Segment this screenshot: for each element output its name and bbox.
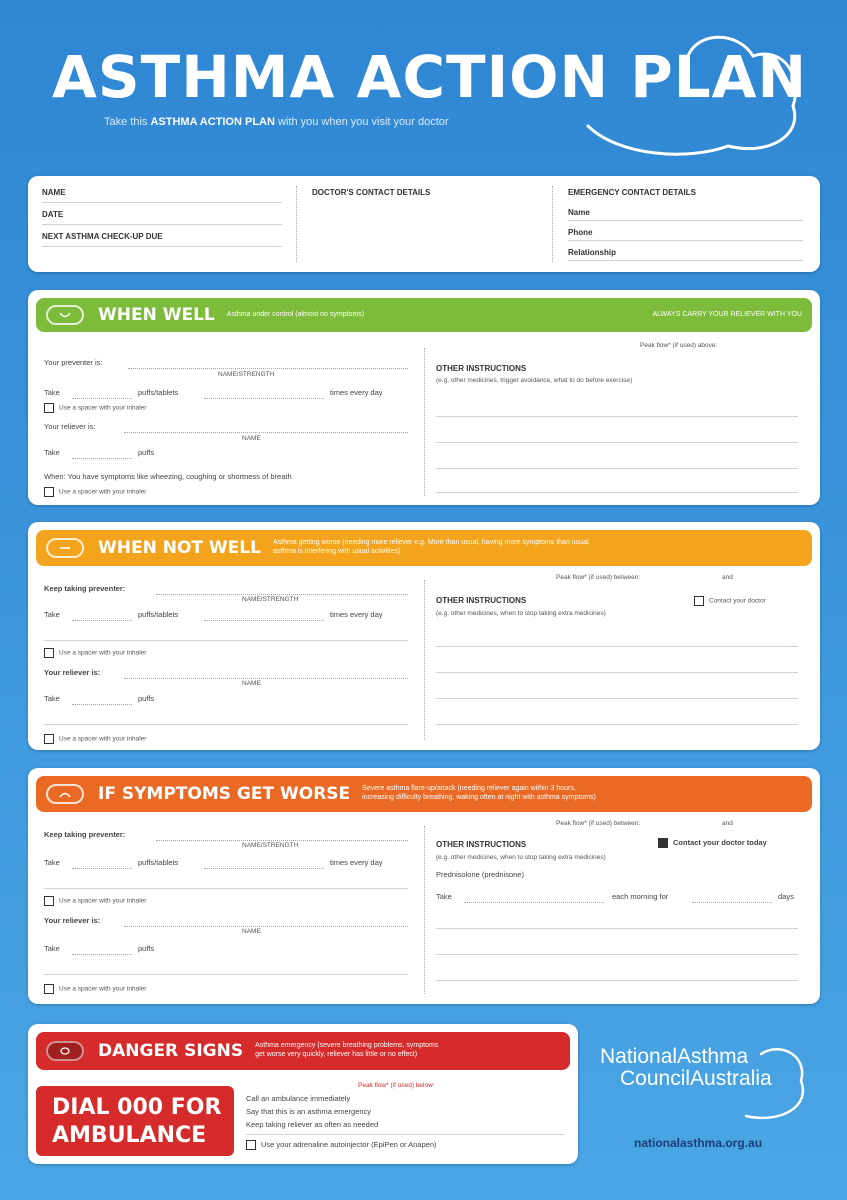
prednisolone-dose-field[interactable] (464, 902, 604, 903)
spacer-option[interactable]: Use a spacer with your inhaler (44, 403, 146, 413)
name-caption: NAME (242, 928, 261, 935)
instructions-line[interactable] (436, 928, 798, 929)
page-title: ASTHMA ACTION PLAN (52, 43, 808, 111)
other-instructions-hint: (e.g. other medicines, when to stop taking extra medicines) (436, 854, 606, 861)
instructions-line[interactable] (436, 724, 798, 725)
instructions-line[interactable] (436, 416, 798, 417)
emergency-contact-label: EMERGENCY CONTACT DETAILS (568, 188, 697, 197)
symptoms-worse-description: Severe asthma flare-up/attack (needing reliever again within 3 hours, increasing difficulty breathing, waking often at night with asthma symptoms) (362, 785, 596, 801)
reliever-label: Your reliever is: (44, 916, 101, 925)
reliever-take-field[interactable] (72, 458, 132, 459)
other-instructions-hint: (e.g. other medicines, when to stop taking extra medicines) (436, 610, 606, 617)
reliever-field[interactable] (124, 678, 408, 679)
adrenaline-option[interactable]: Use your adrenaline autoinjector (EpiPen or Anapen) (246, 1140, 437, 1150)
divider (424, 826, 425, 994)
reliever-take-field[interactable] (72, 954, 132, 955)
name-label: NAME (42, 188, 66, 197)
times-day-label: times every day (330, 610, 383, 619)
danger-step-1: Call an ambulance immediately (246, 1094, 351, 1103)
preventer-field[interactable] (156, 840, 408, 841)
instructions-line[interactable] (436, 468, 798, 469)
when-symptoms-text: When: You have symptoms like wheezing, coughing or shortness of breath (44, 472, 292, 481)
reliever-field[interactable] (124, 926, 408, 927)
doctor-contact-label: DOCTOR'S CONTACT DETAILS (312, 188, 431, 197)
puffs-label: puffs (138, 694, 155, 703)
times-day-label: times every day (330, 858, 383, 867)
emergency-phone-label: Phone (568, 228, 593, 237)
preventer-field[interactable] (128, 368, 408, 369)
smiley-icon (46, 305, 84, 325)
instructions-line[interactable] (436, 698, 798, 699)
alert-face-icon (46, 1041, 84, 1061)
name-field[interactable] (42, 202, 282, 203)
spacer-checkbox[interactable] (44, 648, 54, 658)
take-label: Take (44, 694, 60, 703)
next-review-label: NEXT ASTHMA CHECK-UP DUE (42, 232, 163, 241)
other-instructions-hint: (e.g. other medicines, trigger avoidance, what to do before exercise) (436, 377, 633, 384)
preventer-label: Your preventer is: (44, 358, 103, 367)
peak-flow-label: Peak flow* (if used) below: (358, 1082, 435, 1089)
spacer-option[interactable]: Use a spacer with your inhaler (44, 896, 146, 906)
spacer-checkbox[interactable] (44, 487, 54, 497)
days-label: days (778, 892, 794, 901)
other-instructions-label: OTHER INSTRUCTIONS (436, 840, 527, 849)
extra-line[interactable] (44, 640, 408, 641)
emergency-name-label: Name (568, 208, 590, 217)
spacer-option[interactable]: Use a spacer with your inhaler (44, 487, 146, 497)
when-well-card (28, 290, 820, 505)
danger-signs-title: DANGER SIGNS (98, 1041, 244, 1061)
spacer-checkbox[interactable] (44, 403, 54, 413)
reliever-label: Your reliever is: (44, 422, 96, 431)
divider (424, 580, 425, 740)
page-subtitle: Take this ASTHMA ACTION PLAN with you when you visit your doctor (104, 116, 449, 128)
dial-000-box (36, 1086, 234, 1156)
times-day-label: times every day (330, 388, 383, 397)
when-not-well-card (28, 522, 820, 750)
take-field[interactable] (72, 868, 132, 869)
instructions-line[interactable] (436, 492, 798, 493)
each-morning-label: each morning for (612, 892, 669, 901)
when-well-title: WHEN WELL (98, 305, 215, 325)
preventer-field[interactable] (156, 594, 408, 595)
times-field[interactable] (204, 620, 324, 621)
national-asthma-logo: NationalAsthma CouncilAustralia (600, 1045, 772, 1091)
puffs-tablets-label: puffs/tablets (138, 610, 179, 619)
danger-signs-band (36, 1032, 570, 1070)
emergency-relationship-field[interactable] (568, 260, 803, 261)
prednisolone-label: Prednisolone (prednisone) (436, 870, 524, 879)
spacer-option[interactable]: Use a spacer with your inhaler (44, 648, 146, 658)
contact-doctor-today-option[interactable]: Contact your doctor today (658, 838, 767, 848)
date-field[interactable] (42, 224, 282, 225)
peak-flow-label: Peak flow* (if used) between: (556, 820, 641, 827)
carry-reliever-tag: ALWAYS CARRY YOUR RELIEVER WITH YOU (652, 310, 802, 318)
symptoms-worse-card (28, 768, 820, 1004)
name-caption: NAME (242, 435, 261, 442)
sad-face-icon (46, 784, 84, 804)
take-field[interactable] (72, 398, 132, 399)
take-label: Take (436, 892, 452, 901)
when-not-well-description: Asthma getting worse (needing more reliever e.g. More than usual, having more symptoms than usual, asthma is interfering with usual activities) (272, 539, 591, 555)
cloud-outline-icon (578, 26, 808, 166)
keep-preventer-label: Keep taking preventer: (44, 584, 126, 593)
puffs-tablets-label: puffs/tablets (138, 388, 179, 397)
extra-line[interactable] (44, 724, 408, 725)
contact-doctor-checkbox[interactable] (694, 596, 704, 606)
extra-line[interactable] (44, 888, 408, 889)
name-strength-caption: NAME/STRENGTH (242, 596, 299, 603)
instructions-line[interactable] (436, 442, 798, 443)
next-review-field[interactable] (42, 246, 282, 247)
spacer-checkbox[interactable] (44, 896, 54, 906)
instructions-line[interactable] (436, 646, 798, 647)
ambulance-text: AMBULANCE (52, 1122, 207, 1148)
name-strength-caption: NAME/STRENGTH (218, 371, 275, 378)
take-label: Take (44, 944, 60, 953)
dial-000-text: DIAL 000 FOR (52, 1095, 222, 1120)
spacer-checkbox[interactable] (44, 734, 54, 744)
when-not-well-title: WHEN NOT WELL (98, 538, 261, 558)
neutral-face-icon (46, 538, 84, 558)
when-well-band (36, 298, 812, 332)
other-instructions-label: OTHER INSTRUCTIONS (436, 596, 527, 605)
danger-step-2: Say that this is an asthma emergency (246, 1107, 372, 1116)
symptoms-worse-title: IF SYMPTOMS GET WORSE (98, 784, 351, 804)
reliever-field[interactable] (124, 432, 408, 433)
puffs-label: puffs (138, 448, 155, 457)
adrenaline-checkbox[interactable] (246, 1140, 256, 1150)
spacer-checkbox[interactable] (44, 984, 54, 994)
date-label: DATE (42, 210, 64, 219)
when-not-well-band (36, 530, 812, 566)
emergency-phone-field[interactable] (568, 240, 803, 241)
peak-flow-label: Peak flow* (if used) above: (640, 342, 718, 349)
website-url: nationalasthma.org.au (634, 1136, 763, 1150)
take-label: Take (44, 610, 60, 619)
take-label: Take (44, 448, 60, 457)
name-strength-caption: NAME/STRENGTH (242, 842, 299, 849)
emergency-relationship-label: Relationship (568, 248, 617, 257)
danger-step-3: Keep taking reliever as often as needed (246, 1120, 379, 1129)
symptoms-worse-band (36, 776, 812, 812)
reliever-take-field[interactable] (72, 704, 132, 705)
times-field[interactable] (204, 868, 324, 869)
instructions-line[interactable] (436, 980, 798, 981)
extra-line[interactable] (44, 974, 408, 975)
instructions-line[interactable] (436, 954, 798, 955)
divider (296, 186, 297, 262)
take-label: Take (44, 858, 60, 867)
and-label: and (722, 820, 733, 827)
name-caption: NAME (242, 680, 261, 687)
peak-flow-label: Peak flow* (if used) between: (556, 574, 641, 581)
danger-line (246, 1134, 564, 1135)
keep-preventer-label: Keep taking preventer: (44, 830, 126, 839)
divider (552, 186, 553, 262)
danger-signs-card (28, 1024, 578, 1164)
contact-doctor-today-checkbox[interactable] (658, 838, 668, 848)
and-label: and (722, 574, 733, 581)
spacer-option[interactable]: Use a spacer with your inhaler (44, 984, 146, 994)
contact-doctor-option[interactable]: Contact your doctor (694, 596, 766, 606)
take-field[interactable] (72, 620, 132, 621)
divider (424, 348, 425, 496)
take-label: Take (44, 388, 60, 397)
times-field[interactable] (204, 398, 324, 399)
reliever-label: Your reliever is: (44, 668, 101, 677)
contact-details-card (28, 176, 820, 272)
danger-signs-description: Asthma emergency (severe breathing problems, symptoms get worse very quickly, reliever has little or no effect) (255, 1042, 439, 1058)
instructions-line[interactable] (436, 672, 798, 673)
puffs-tablets-label: puffs/tablets (138, 858, 179, 867)
emergency-name-field[interactable] (568, 220, 803, 221)
spacer-option[interactable]: Use a spacer with your inhaler (44, 734, 146, 744)
when-well-description: Asthma under control (almost no symptoms) (226, 310, 365, 318)
other-instructions-label: OTHER INSTRUCTIONS (436, 364, 527, 373)
puffs-label: puffs (138, 944, 155, 953)
prednisolone-days-field[interactable] (692, 902, 772, 903)
